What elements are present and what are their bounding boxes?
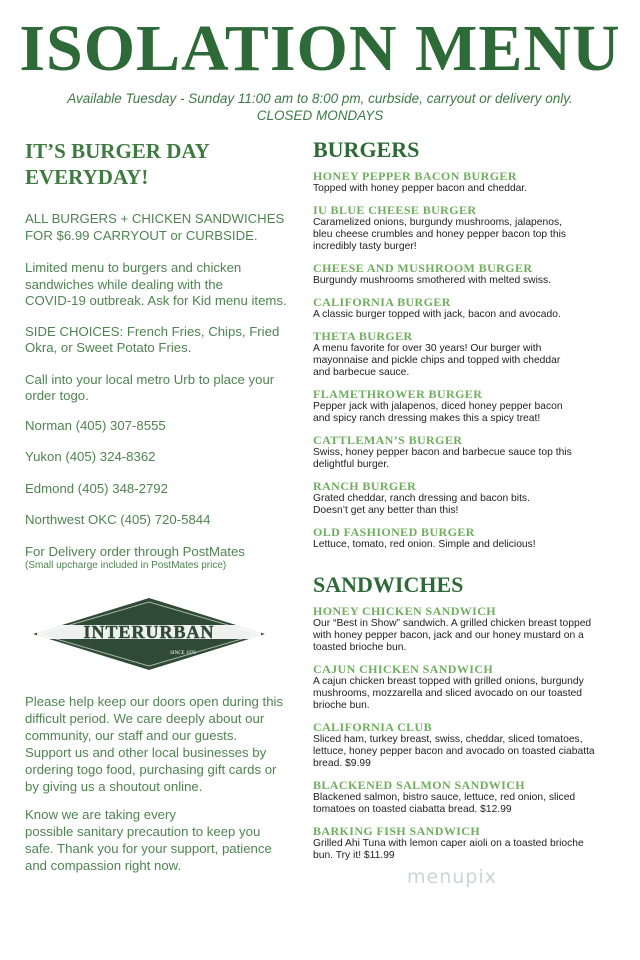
menu-item-description: tomatoes on toasted ciabatta bread. $12.99 bbox=[313, 804, 512, 815]
deal-text bbox=[25, 211, 293, 244]
support-line: difficult period. We care deeply about our bbox=[25, 711, 265, 726]
menu-item-name: BLACKENED SALMON SANDWICH bbox=[313, 778, 526, 792]
call-text bbox=[25, 372, 293, 405]
availability-subtitle bbox=[0, 90, 640, 124]
menu-item-description: toasted brioche bun. bbox=[313, 642, 407, 653]
delivery-note: (Small upcharge included in PostMates price) bbox=[25, 560, 227, 571]
menu-item-description: Sliced ham, turkey breast, swiss, cheddar, sliced tomatoes, bbox=[313, 734, 583, 745]
menu-item-name: CALIFORNIA BURGER bbox=[313, 295, 451, 309]
safety-line: safe. Thank you for your support, patience bbox=[25, 841, 272, 856]
limited-menu-text bbox=[25, 260, 293, 310]
support-line: ordering togo food, purchasing gift cards or bbox=[25, 762, 277, 777]
menu-item-description: bleu cheese crumbles and honey pepper bacon top this bbox=[313, 229, 567, 240]
menu-item-name: CAJUN CHICKEN SANDWICH bbox=[313, 662, 494, 676]
burger-list bbox=[313, 170, 618, 551]
menu-item-description: Topped with honey pepper bacon and cheddar. bbox=[313, 183, 528, 194]
menu-item-name: CHEESE AND MUSHROOM BURGER bbox=[313, 261, 533, 275]
menu-item-description: mushrooms, mozzarella and sliced avocado on our toasted bbox=[313, 688, 583, 699]
promo-column bbox=[25, 138, 293, 572]
safety-line: possible sanitary precaution to keep you bbox=[25, 824, 261, 839]
support-message bbox=[25, 693, 293, 795]
interurban-logo bbox=[33, 594, 265, 674]
side-choices-text bbox=[25, 324, 293, 357]
logo-wordmark: INTERURBAN bbox=[83, 622, 215, 642]
menu-item-description: Pepper jack with jalapenos, diced honey pepper bacon bbox=[313, 401, 563, 412]
menu-column bbox=[313, 136, 618, 862]
menu-item-description: Blackened salmon, bistro sauce, lettuce, red onion, sliced bbox=[313, 792, 576, 803]
limited-line: sandwiches while dealing with the bbox=[25, 276, 223, 292]
menu-item-description: Lettuce, tomato, red onion. Simple and delicious! bbox=[313, 539, 536, 550]
deal-line: ALL BURGERS + CHICKEN SANDWICHES bbox=[25, 211, 285, 226]
menu-item-description: incredibly tasty burger! bbox=[313, 241, 417, 252]
menu-item-name: OLD FASHIONED BURGER bbox=[313, 525, 475, 539]
menu-item-description: lettuce, honey pepper bacon and avocado on toasted ciabatta bbox=[313, 746, 595, 757]
logo-since: SINCE 1976 bbox=[170, 651, 196, 656]
safety-line: Know we are taking every bbox=[25, 807, 176, 822]
menu-item-description: Swiss, honey pepper bacon and barbecue sauce top this bbox=[313, 447, 572, 458]
menu-item-description: A menu favorite for over 30 years! Our burger with bbox=[313, 343, 542, 354]
location-phone: Northwest OKC (405) 720-5844 bbox=[25, 512, 211, 527]
menupix-watermark: menupix bbox=[407, 866, 497, 888]
deal-line: FOR $6.99 CARRYOUT or CURBSIDE. bbox=[25, 227, 258, 243]
location-phone: Edmond (405) 348-2792 bbox=[25, 480, 168, 496]
sandwiches-heading: SANDWICHES bbox=[313, 572, 464, 597]
promo-heading bbox=[25, 138, 293, 190]
menu-item-description: Doesn’t get any better than this! bbox=[313, 505, 459, 516]
menu-item bbox=[313, 663, 618, 712]
menu-item bbox=[313, 262, 618, 287]
menu-item bbox=[313, 330, 618, 379]
menu-item bbox=[313, 204, 618, 253]
menu-item bbox=[313, 170, 618, 195]
menu-item bbox=[313, 526, 618, 551]
menu-item-name: THETA BURGER bbox=[313, 329, 413, 343]
menu-item-description: with honey pepper bacon, jack and our honey mustard on a bbox=[313, 630, 584, 641]
menu-item-description: Grated cheddar, ranch dressing and bacon bits. bbox=[313, 493, 530, 504]
menu-item-description: Our “Best in Show” sandwich. A grilled chicken breast topped bbox=[313, 618, 592, 629]
menu-item-name: RANCH BURGER bbox=[313, 479, 417, 493]
page-title: ISOLATION MENU bbox=[19, 12, 621, 85]
menu-item-description: delightful burger. bbox=[313, 459, 390, 470]
sides-line: Okra, or Sweet Potato Fries. bbox=[25, 340, 192, 355]
call-line: Call into your local metro Urb to place your bbox=[25, 371, 275, 387]
sides-line: SIDE CHOICES: French Fries, Chips, Fried bbox=[25, 323, 280, 339]
menu-item-name: FLAMETHROWER BURGER bbox=[313, 387, 483, 401]
menu-item-name: HONEY CHICKEN SANDWICH bbox=[313, 604, 497, 618]
menu-item-description: bun. Try it! $11.99 bbox=[313, 850, 395, 861]
menu-item-description: bread. $9.99 bbox=[313, 758, 371, 769]
menu-item bbox=[313, 779, 618, 816]
menu-item-name: CATTLEMAN’S BURGER bbox=[313, 433, 463, 447]
limited-line: COVID-19 outbreak. Ask for Kid menu items. bbox=[25, 293, 287, 308]
promo-heading-line: EVERYDAY! bbox=[25, 165, 149, 189]
menu-item bbox=[313, 825, 618, 862]
menu-item bbox=[313, 605, 618, 654]
menu-item-name: IU BLUE CHEESE BURGER bbox=[313, 203, 477, 217]
menu-item-description: Burgundy mushrooms smothered with melted swiss. bbox=[313, 275, 552, 286]
menu-item-description: A cajun chicken breast topped with grilled onions, burgundy bbox=[313, 676, 584, 687]
delivery-text: For Delivery order through PostMates bbox=[25, 543, 245, 559]
closed-notice: CLOSED MONDAYS bbox=[256, 108, 384, 123]
menu-item-name: BARKING FISH SANDWICH bbox=[313, 824, 481, 838]
limited-line: Limited menu to burgers and chicken bbox=[25, 260, 242, 275]
location-phone: Yukon (405) 324-8362 bbox=[25, 449, 156, 464]
menu-item-description: and barbecue sauce. bbox=[313, 367, 410, 378]
menu-item-name: CALIFORNIA CLUB bbox=[313, 720, 433, 734]
support-line: Support us and other local businesses by bbox=[25, 745, 267, 760]
menu-item bbox=[313, 388, 618, 425]
menu-item bbox=[313, 434, 618, 471]
safety-line: and compassion right now. bbox=[25, 858, 182, 873]
menu-item-description: mayonnaise and pickle chips and topped with cheddar bbox=[313, 355, 561, 366]
menu-item-description: and spicy ranch dressing makes this a spicy treat! bbox=[313, 413, 541, 424]
menu-item-name: HONEY PEPPER BACON BURGER bbox=[313, 169, 517, 183]
call-line: order togo. bbox=[25, 388, 89, 403]
sandwich-list bbox=[313, 605, 618, 862]
menu-item bbox=[313, 721, 618, 770]
availability-hours: Available Tuesday - Sunday 11:00 am to 8:00 pm, curbside, carryout or delivery only. bbox=[67, 91, 573, 106]
menu-item bbox=[313, 296, 618, 321]
support-line: by giving us a shoutout online. bbox=[25, 779, 203, 794]
menu-item bbox=[313, 480, 618, 517]
menu-item-description: brioche bun. bbox=[313, 700, 370, 711]
menu-item-description: Grilled Ahi Tuna with lemon caper aioli on a toasted brioche bbox=[313, 838, 584, 849]
safety-message bbox=[25, 806, 293, 874]
menu-item-description: Caramelized onions, burgundy mushrooms, jalapenos, bbox=[313, 217, 562, 228]
menu-item-description: A classic burger topped with jack, bacon and avocado. bbox=[313, 309, 561, 320]
support-line: Please help keep our doors open during this bbox=[25, 694, 284, 709]
promo-heading-line: IT’S BURGER DAY bbox=[25, 139, 210, 163]
support-line: community, our staff and our guests. bbox=[25, 728, 238, 743]
location-phone: Norman (405) 307-8555 bbox=[25, 417, 166, 433]
burgers-heading: BURGERS bbox=[313, 137, 420, 162]
